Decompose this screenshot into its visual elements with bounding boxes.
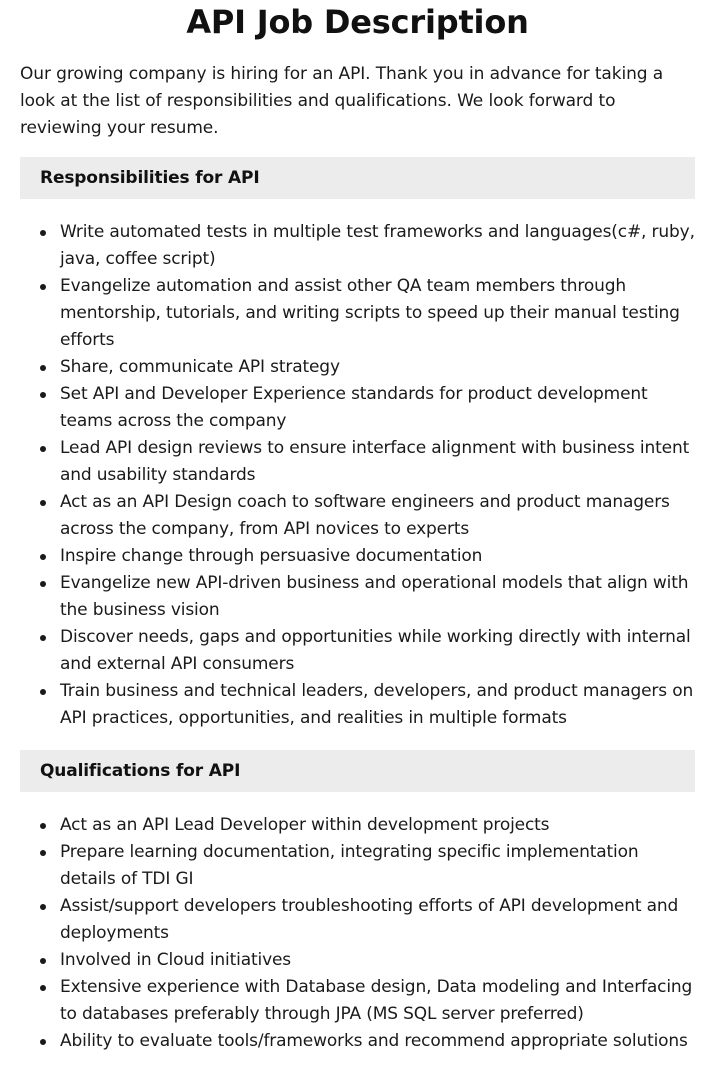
list-item-text: Share, communicate API strategy <box>60 357 340 377</box>
list-item <box>20 839 695 893</box>
list-item-text: Discover needs, gaps and opportunities while working directly with internal and external API consumers <box>60 627 691 674</box>
list-item-text: Act as an API Lead Developer within development projects <box>60 815 550 835</box>
page-title: API Job Description <box>186 3 529 41</box>
list-item <box>20 381 695 435</box>
list-item <box>20 435 695 489</box>
bullet-icon <box>40 446 46 452</box>
list-item <box>20 354 695 381</box>
list-item <box>20 219 695 273</box>
list-item-text: Assist/support developers troubleshooting efforts of API development and deployments <box>60 896 679 943</box>
list-item <box>20 570 695 624</box>
bullet-icon <box>40 635 46 641</box>
bullet-icon <box>40 284 46 290</box>
list-item <box>20 543 695 570</box>
bullet-icon <box>40 1039 46 1045</box>
list-item-text: Prepare learning documentation, integrating specific implementation details of TDI GI <box>60 842 639 889</box>
responsibilities-heading: Responsibilities for API <box>20 157 695 199</box>
list-item-text: Evangelize new API-driven business and operational models that align with the business vision <box>60 573 689 620</box>
list-item <box>20 624 695 678</box>
list-item <box>20 273 695 354</box>
list-item-text: Train business and technical leaders, developers, and product managers on API practices, opportunities, and realities in multiple formats <box>60 681 694 728</box>
list-item <box>20 974 695 1028</box>
bullet-icon <box>40 230 46 236</box>
bullet-icon <box>40 500 46 506</box>
list-item <box>20 947 695 974</box>
bullet-icon <box>40 392 46 398</box>
list-item-text: Set API and Developer Experience standards for product development teams across the company <box>60 384 648 431</box>
list-item <box>20 489 695 543</box>
list-item-text: Inspire change through persuasive documentation <box>60 546 483 566</box>
list-item-text: Lead API design reviews to ensure interface alignment with business intent and usability standards <box>60 438 690 485</box>
bullet-icon <box>40 958 46 964</box>
bullet-icon <box>40 823 46 829</box>
bullet-icon <box>40 985 46 991</box>
bullet-icon <box>40 581 46 587</box>
list-item-text: Extensive experience with Database design, Data modeling and Interfacing to databases preferably through JPA (MS SQL server preferred) <box>60 977 693 1024</box>
list-item-text: Ability to evaluate tools/frameworks and recommend appropriate solutions <box>60 1031 688 1051</box>
list-item <box>20 893 695 947</box>
list-item-text: Evangelize automation and assist other QA team members through mentorship, tutorials, and writing scripts to speed up their manual testing efforts <box>60 276 680 350</box>
intro-paragraph: Our growing company is hiring for an API. Thank you in advance for taking a look at the list of responsibilities and qualifications. We look forward to reviewing your resume. <box>20 64 664 138</box>
bullet-icon <box>40 554 46 560</box>
list-item-text: Act as an API Design coach to software engineers and product managers across the company, from API novices to experts <box>60 492 670 539</box>
bullet-icon <box>40 689 46 695</box>
responsibilities-list <box>20 219 695 732</box>
bullet-icon <box>40 850 46 856</box>
bullet-icon <box>40 904 46 910</box>
list-item <box>20 812 695 839</box>
bullet-icon <box>40 365 46 371</box>
list-item <box>20 678 695 732</box>
list-item-text: Involved in Cloud initiatives <box>60 950 291 970</box>
list-item-text: Write automated tests in multiple test frameworks and languages(c#, ruby, java, coffee script) <box>60 222 695 269</box>
list-item <box>20 1028 695 1055</box>
qualifications-heading: Qualifications for API <box>20 750 695 792</box>
qualifications-list <box>20 812 695 1055</box>
